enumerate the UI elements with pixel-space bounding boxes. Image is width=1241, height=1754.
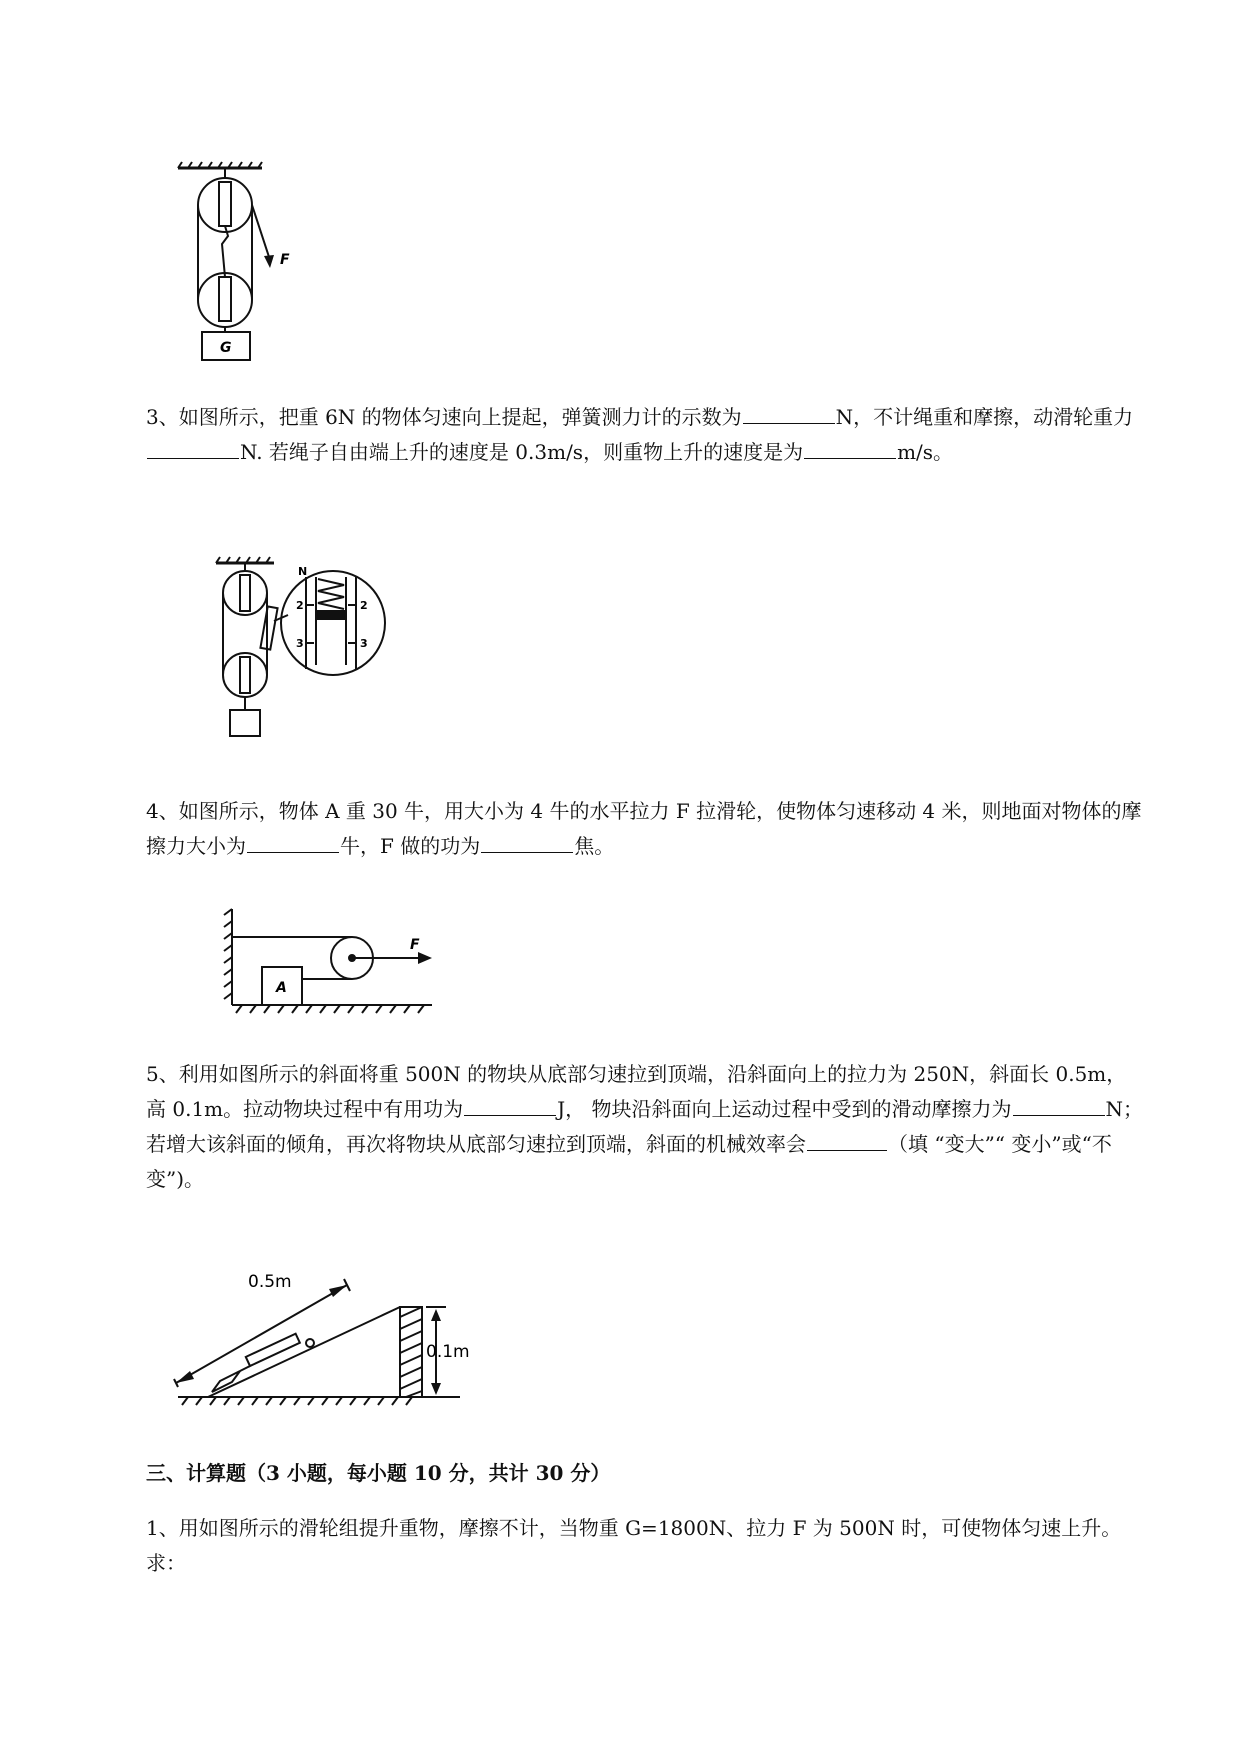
- scale-mark-left-2: 2: [296, 599, 304, 612]
- q4-blank-2[interactable]: [481, 830, 573, 853]
- height-label: 0.1m: [426, 1342, 470, 1362]
- section-heading: 三、计算题（3 小题，每小题 10 分，共计 30 分）: [146, 1461, 611, 1485]
- q5-blank-2[interactable]: [1013, 1093, 1105, 1116]
- scale-mark-left-3: 3: [296, 637, 304, 650]
- force-label: F: [280, 252, 290, 268]
- question-3: [146, 400, 1146, 470]
- q5-text-4: （填 “变大”“ 变小”或“不变”)。: [146, 1132, 1112, 1191]
- q3-text-3: N. 若绳子自由端上升的速度是 0.3m/s，则重物上升的速度是为: [240, 440, 804, 464]
- q4-blank-1[interactable]: [247, 830, 339, 853]
- q5-text-2: J， 物块沿斜面向上运动过程中受到的滑动摩擦力为: [557, 1097, 1012, 1121]
- scale-mark-right-2: 2: [360, 599, 368, 612]
- question-5: [146, 1057, 1146, 1197]
- q3-text-1: 3、如图所示，把重 6N 的物体匀速向上提起，弹簧测力计的示数为: [146, 405, 742, 429]
- scale-unit-label: N: [298, 565, 308, 578]
- weight-label: G: [220, 340, 232, 356]
- calc-question-1: [146, 1511, 1146, 1581]
- question-4: [146, 794, 1146, 864]
- scale-mark-right-3: 3: [360, 637, 368, 650]
- block-label: A: [276, 980, 287, 996]
- q3-blank-2[interactable]: [147, 436, 239, 459]
- q5-text-3: N； 若增大该斜面的倾角，再次将物块从底部匀速拉到顶端，斜面的机械效率会: [146, 1097, 1144, 1156]
- q4-text-3: 焦。: [574, 834, 615, 858]
- q5-blank-3[interactable]: [807, 1128, 887, 1151]
- figure-incline-plane: [170, 1255, 490, 1415]
- q3-text-2: N，不计绳重和摩擦，动滑轮重力: [835, 405, 1134, 429]
- figure-pulley-system-1: [170, 160, 310, 360]
- q3-text-4: m/s。: [897, 440, 954, 464]
- length-label: 0.5m: [248, 1272, 292, 1292]
- q5-text-1: 5、利用如图所示的斜面将重 500N 的物块从底部匀速拉到顶端，沿斜面向上的拉力为 250N，斜面长 0.5m，高 0.1m。拉动物块过程中有用功为: [146, 1062, 1127, 1121]
- q3-blank-1[interactable]: [743, 401, 835, 424]
- calc1-text: 1、用如图所示的滑轮组提升重物，摩擦不计，当物重 G=1800N、拉力 F 为 500N 时，可使物体匀速上升。求：: [146, 1516, 1122, 1575]
- figure-block-pulley-horizontal: [220, 905, 450, 1015]
- q4-text-1: 4、如图所示，物体 A 重 30 牛，用大小为 4 牛的水平拉力 F 拉滑轮，使物体匀速移动 4 米，则地面对物体的摩擦力大小为: [146, 799, 1142, 858]
- q3-blank-3[interactable]: [804, 436, 896, 459]
- q4-text-2: 牛，F 做的功为: [340, 834, 481, 858]
- force-label: F: [410, 937, 420, 953]
- figure-pulley-spring-scale: [208, 555, 398, 745]
- q5-blank-1[interactable]: [464, 1093, 556, 1116]
